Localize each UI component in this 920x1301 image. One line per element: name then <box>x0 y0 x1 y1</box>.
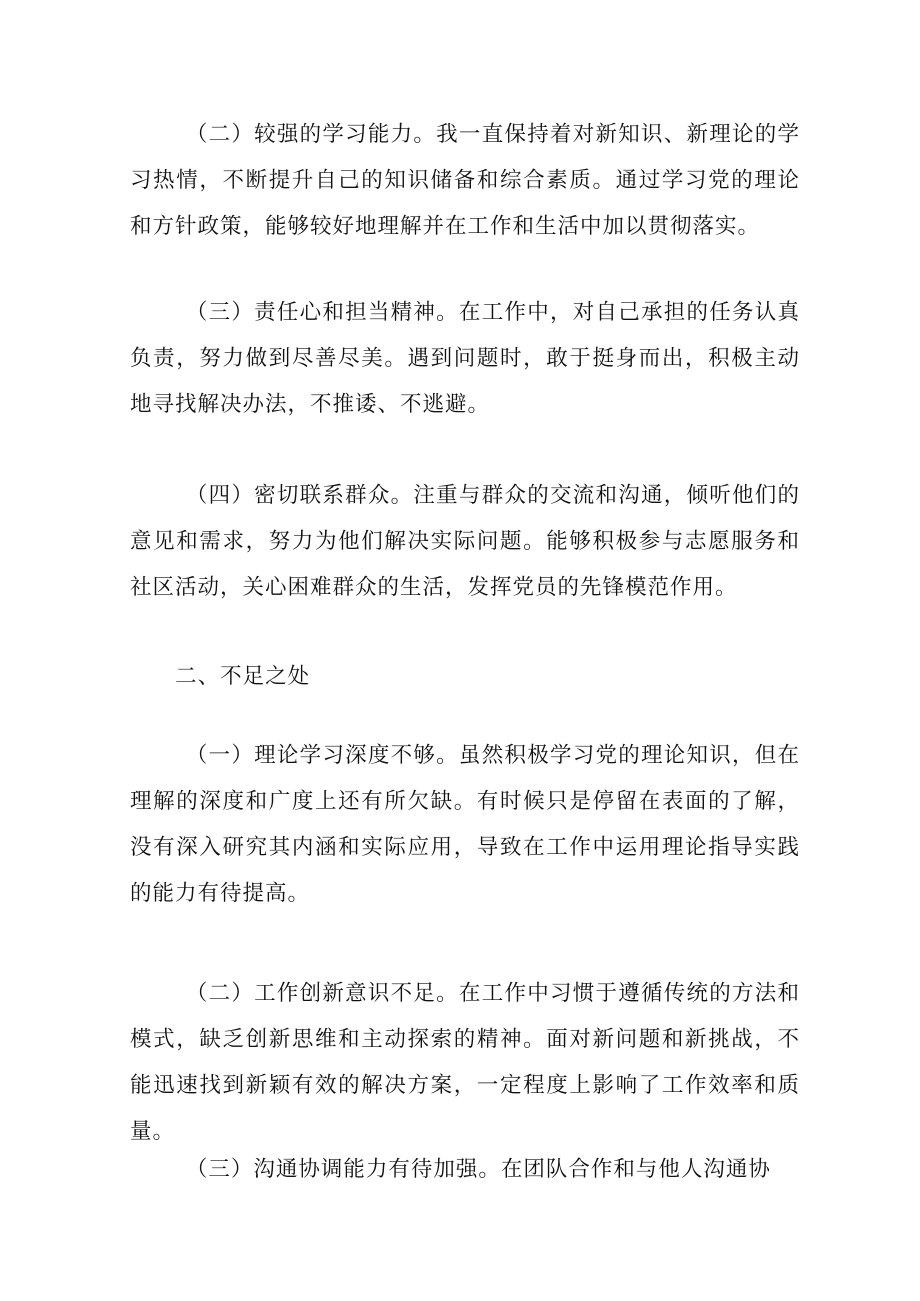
paragraph-innovation: （二）工作创新意识不足。在工作中习惯于遵循传统的方法和模式，缺乏创新思维和主动探索的精神。面对新问题和新挑战，不能迅速找到新颖有效的解决方案，一定程度上影响了工作效率和质量。 <box>130 981 800 1144</box>
paragraph-contact-masses: （四）密切联系群众。注重与群众的交流和沟通，倾听他们的意见和需求，努力为他们解决实际问题。能够积极参与志愿服务和社区活动，关心困难群众的生活，发挥党员的先锋模范作用。 <box>130 483 800 600</box>
paragraph-responsibility: （三）责任心和担当精神。在工作中，对自己承担的任务认真负责，努力做到尽善尽美。遇到问题时，敢于挺身而出，积极主动地寻找解决办法，不推诿、不逃避。 <box>130 300 800 417</box>
section-heading-shortcomings: 二、不足之处 <box>175 664 311 689</box>
paragraph-theory-depth: （一）理论学习深度不够。虽然积极学习党的理论知识，但在理解的深度和广度上还有所欠缺。有时候只是停留在表面的了解，没有深入研究其内涵和实际应用，导致在工作中运用理论指导实践的能力有待提高。 <box>130 743 800 906</box>
paragraph-learning-ability: （二）较强的学习能力。我一直保持着对新知识、新理论的学习热情，不断提升自己的知识储备和综合素质。通过学习党的理论和方针政策，能够较好地理解并在工作和生活中加以贯彻落实。 <box>130 122 800 239</box>
paragraph-communication: （三）沟通协调能力有待加强。在团队合作和与他人沟通协 <box>185 1157 771 1182</box>
